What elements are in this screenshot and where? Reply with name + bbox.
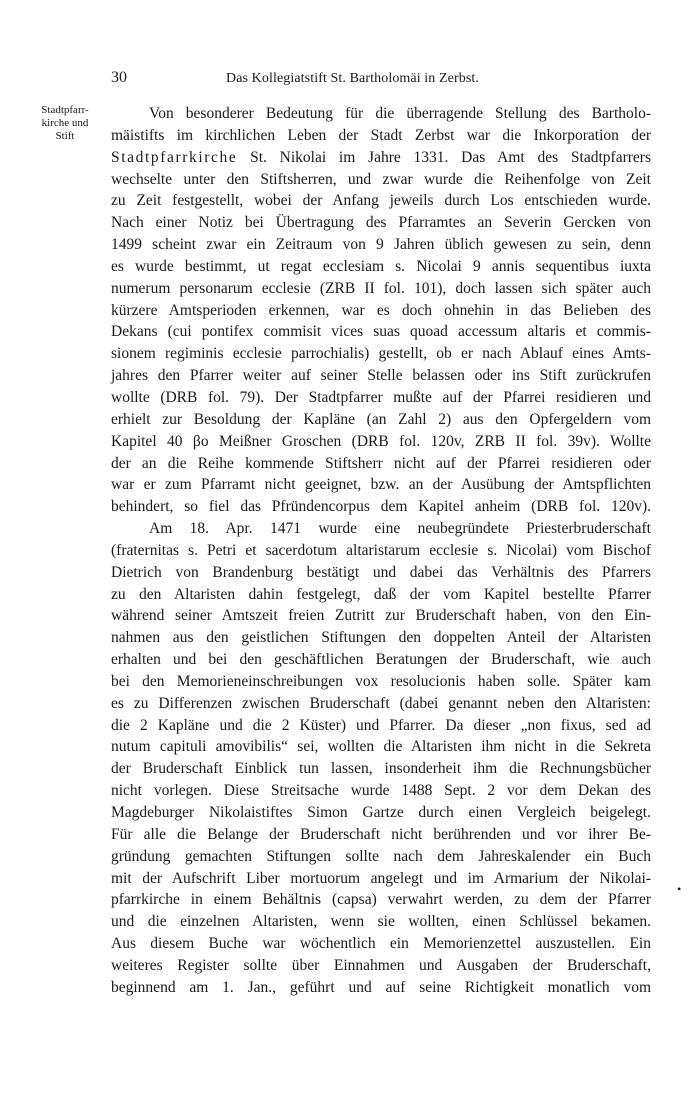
body-line: erhalten und bei den geschäftlichen Beratungen der Bruderschaft, wie auch [111, 651, 651, 669]
body-line: Nach einer Notiz bei Übertragung des Pfarramtes an Severin Gercken von [111, 214, 651, 232]
body-line: die 2 Kapläne und die 2 Küster) und Pfarrer. Da dieser „non fixus, sed ad [111, 716, 651, 734]
body-line: wollte (DRB fol. 79). Der Stadtpfarrer mußte auf der Pfarrei residieren und [111, 388, 651, 406]
body-line: nutum capituli amovibilis“ sei, wollten die Altaristen ihm nicht in die Sekreta [111, 738, 651, 756]
body-line: Kapitel 40 βo Meißner Groschen (DRB fol. 120v, ZRB II fol. 39v). Wollte [111, 432, 651, 450]
body-line: pfarrkirche in einem Behältnis (capsa) verwahrt werden, zu dem der Pfarrer [111, 891, 651, 909]
body-line: sionem regiminis ecclesie parrochialis) gestellt, ob er nach Ablauf eines Amts- [111, 345, 651, 363]
body-line: zu Zeit festgestellt, wobei der Anfang jeweils durch Los entschieden wurde. [111, 192, 651, 210]
body-line: gründung gemachten Stiftungen sollte nach dem Jahreskalender ein Buch [111, 847, 651, 865]
body-line: nicht vorlegen. Diese Streitsache wurde 1488 Sept. 2 vor dem Dekan des [111, 782, 651, 800]
body-line: der an die Reihe kommende Stiftsherr nicht auf der Pfarrei residieren oder [111, 454, 651, 472]
body-line: war er zum Pfarramt nicht geeignet, bzw. an der Ausübung der Amtspflichten [111, 476, 651, 494]
body-line: erhielt zur Besoldung der Kapläne (an Zahl 2) aus den Opfergeldern vom [111, 410, 651, 428]
page-number: 30 [111, 69, 127, 86]
body-line: behindert, so fiel das Pfründencorpus dem Kapitel anheim (DRB fol. 120v). [111, 498, 651, 516]
body-line: kürzere Amtsperioden erkennen, war es doch ohnehin in das Belieben des [111, 301, 651, 319]
body-line: Aus diesem Buche war wöchentlich ein Memorienzettel auszustellen. Ein [111, 935, 651, 953]
body-line: Stadtpfarrkirche St. Nikolai im Jahre 1331. Das Amt des Stadtpfarrers [111, 148, 651, 166]
body-line: weiteres Register sollte über Einnahmen und Ausgaben der Bruderschaft, [111, 956, 651, 974]
body-line: nahmen aus den geistlichen Stiftungen den doppelten Anteil der Altaristen [111, 629, 651, 647]
body-line: zu den Altaristen dahin festgelegt, daß der vom Kapitel bestellte Pfarrer [111, 585, 651, 603]
emphasis-text: Stadtpfarrkirche [111, 148, 238, 166]
body-line: und die einzelnen Altaristen, wenn sie wollten, einen Schlüssel bekamen. [111, 913, 651, 931]
margin-note-line: kirche und [41, 117, 89, 129]
body-line: wechselte unter den Stiftsherren, und zwar wurde die Reihenfolge von Zeit [111, 170, 651, 188]
margin-note [22, 104, 108, 143]
stray-mark: • [677, 882, 682, 896]
body-line: es wurde bestimmt, ut regat ecclesiam s. Nicolai 9 annis sequentibus iuxta [111, 257, 651, 275]
body-line: bei den Memorieneinschreibungen vox resolucionis haben solle. Später kam [111, 672, 651, 690]
body-text [111, 103, 651, 999]
margin-note-line: Stift [55, 130, 75, 142]
body-line: der Bruderschaft Einblick tun lassen, insonderheit ihm die Rechnungsbücher [111, 760, 651, 778]
body-line: mit der Aufschrift Liber mortuorum angelegt und im Armarium der Nikolai- [111, 869, 651, 887]
body-line: Magdeburger Nikolaistiftes Simon Gartze durch einen Vergleich beigelegt. [111, 804, 651, 821]
body-line: jahres den Pfarrer weiter auf seiner Stelle belassen oder ins Stift zurückrufen [111, 367, 651, 385]
body-line: während seiner Amtszeit freien Zutritt zur Bruderschaft haben, von den Ein- [111, 607, 651, 625]
body-line: (fraternitas s. Petri et sacerdotum altaristarum ecclesie s. Nicolai) vom Bischof [111, 541, 651, 559]
body-line: Für alle die Belange der Bruderschaft nicht berührenden und vor ihrer Be- [111, 825, 651, 843]
body-line: 1499 scheint zwar ein Zeitraum von 9 Jahren üblich gewesen zu sein, denn [111, 236, 651, 254]
body-line: numerum personarum ecclesie (ZRB II fol. 101), doch lassen sich später auch [111, 279, 651, 297]
body-line: Dietrich von Brandenburg bestätigt und dabei das Verhältnis des Pfarrers [111, 563, 651, 581]
margin-note-line: Stadtpfarr- [41, 104, 89, 116]
running-title: Das Kollegiatstift St. Bartholomäi in Zerbst. [226, 71, 479, 86]
body-line: Dekans (cui pontifex commisit vices suas quoad accessum altaris et commis- [111, 323, 651, 341]
body-line: beginnend am 1. Jan., geführt und auf seine Richtigkeit monatlich vom [111, 978, 651, 996]
body-line: es zu Differenzen zwischen Bruderschaft (dabei genannt neben den Altaristen: [111, 694, 651, 712]
body-line: mäistifts im kirchlichen Leben der Stadt Zerbst war die Inkorporation der [111, 126, 651, 144]
body-line: Am 18. Apr. 1471 wurde eine neubegründete Priesterbruderschaft [149, 520, 651, 538]
body-line: Von besonderer Bedeutung für die überragende Stellung des Bartholo- [149, 105, 651, 122]
